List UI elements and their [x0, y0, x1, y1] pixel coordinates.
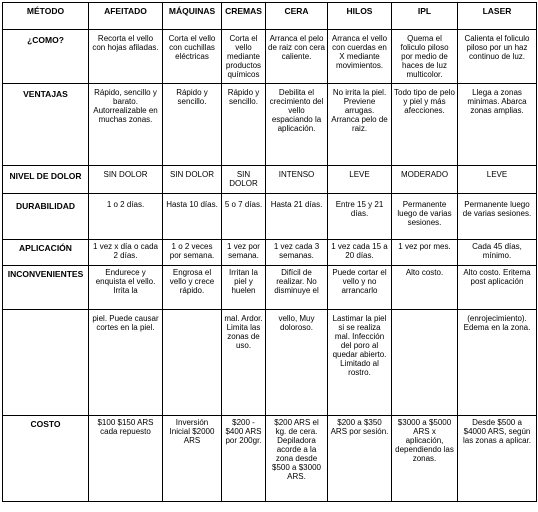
table-cell: (enrojecimiento). Edema en la zona. — [458, 310, 537, 416]
table-cell: Llega a zonas minimas. Abarca zonas amplias. — [458, 84, 537, 166]
table-cell: Engrosa el vello y crece rápido. — [163, 266, 222, 310]
table-cell: Alto costo. Eritema post aplicación — [458, 266, 537, 310]
column-header: AFEITADO — [89, 3, 163, 30]
table-cell: LEVE — [328, 166, 392, 194]
table-cell: 1 vez por semana. — [222, 240, 266, 266]
table-cell: 1 vez cada 3 semanas. — [266, 240, 328, 266]
table-cell: Arranca el vello con cuerdas en X mediante movimientos. — [328, 30, 392, 84]
column-header: LASER — [458, 3, 537, 30]
table-row — [3, 194, 537, 240]
table-cell: Recorta el vello con hojas afiladas. — [89, 30, 163, 84]
table-row — [3, 240, 537, 266]
table-cell: Debilita el crecimiento del vello espaciando la aplicación. — [266, 84, 328, 166]
table-cell: Todo tipo de pelo y piel y más afecciones. — [392, 84, 458, 166]
table-cell: SIN DOLOR — [89, 166, 163, 194]
table-cell: Corta el vello con cuchillas eléctricas — [163, 30, 222, 84]
table-cell: Calienta el foliculo piloso por un haz continuo de luz. — [458, 30, 537, 84]
table-row — [3, 30, 537, 84]
row-label: VENTAJAS — [3, 84, 89, 166]
table-cell: piel. Puede causar cortes en la piel. — [89, 310, 163, 416]
table-cell: 1 vez cada 15 a 20 días. — [328, 240, 392, 266]
table-cell: MODERADO — [392, 166, 458, 194]
row-label: COSTO — [3, 416, 89, 502]
row-label: NIVEL DE DOLOR — [3, 166, 89, 194]
table-cell: Rápido, sencillo y barato. Autorrealizable en muchas zonas. — [89, 84, 163, 166]
table-cell: No irrita la piel. Previene arrugas. Arranca pelo de raiz. — [328, 84, 392, 166]
row-label: INCONVENIENTES — [3, 266, 89, 310]
table-cell: 1 o 2 días. — [89, 194, 163, 240]
table-cell: $200 - $400 ARS por 200gr. — [222, 416, 266, 502]
table-cell: Alto costo. — [392, 266, 458, 310]
table-row — [3, 416, 537, 502]
table-cell: Arranca el pelo de raiz con cera caliente. — [266, 30, 328, 84]
row-label — [3, 310, 89, 416]
table-cell: Puede cortar el vello y no arrancarlo — [328, 266, 392, 310]
table-cell: 1 o 2 veces por semana. — [163, 240, 222, 266]
table-cell: Hasta 10 días. — [163, 194, 222, 240]
table-row — [3, 166, 537, 194]
table-cell: Inversión Inicial $2000 ARS — [163, 416, 222, 502]
table-cell: Quema el foliculo piloso por medio de haces de luz multicolor. — [392, 30, 458, 84]
table-row — [3, 266, 537, 310]
table-cell: Irritan la piel y huelen — [222, 266, 266, 310]
table-cell: $200 ARS el kg. de cera. Depiladora acorde a la zona desde $500 a $3000 ARS. — [266, 416, 328, 502]
table-cell: Corta el vello mediante productos químicos — [222, 30, 266, 84]
hair-removal-comparison-table — [2, 2, 537, 502]
table-cell: vello, Muy doloroso. — [266, 310, 328, 416]
column-header: IPL — [392, 3, 458, 30]
table-cell: Endurece y enquista el vello. Irrita la — [89, 266, 163, 310]
table-row — [3, 84, 537, 166]
table-cell: Hasta 21 días. — [266, 194, 328, 240]
row-label: ¿COMO? — [3, 30, 89, 84]
column-header: CREMAS — [222, 3, 266, 30]
table-cell: Entre 15 y 21 días. — [328, 194, 392, 240]
row-label: APLICACIÓN — [3, 240, 89, 266]
table-row — [3, 310, 537, 416]
table-cell: SIN DOLOR — [222, 166, 266, 194]
table-cell: Lastimar la piel si se realiza mal. Infección del poro al quedar abierto. Limitado al rostro. — [328, 310, 392, 416]
column-header: MÁQUINAS — [163, 3, 222, 30]
table-cell: Permanente luego de varias sesiones. — [392, 194, 458, 240]
column-header: CERA — [266, 3, 328, 30]
table-cell: $3000 a $5000 ARS x aplicación, dependiendo las zonas. — [392, 416, 458, 502]
column-header: HILOS — [328, 3, 392, 30]
table-cell: 1 vez por mes. — [392, 240, 458, 266]
table-cell: mal. Ardor. Limita las zonas de uso. — [222, 310, 266, 416]
row-label: DURABILIDAD — [3, 194, 89, 240]
table-cell: 5 o 7 días. — [222, 194, 266, 240]
table-cell: Rápido y sencillo. — [222, 84, 266, 166]
table-cell: Desde $500 a $4000 ARS, según las zonas a aplicar. — [458, 416, 537, 502]
table-cell: $100 $150 ARS cada repuesto — [89, 416, 163, 502]
table-cell: Cada 45 días, mínimo. — [458, 240, 537, 266]
table-cell: LEVE — [458, 166, 537, 194]
table-cell — [392, 310, 458, 416]
table-cell: INTENSO — [266, 166, 328, 194]
table-cell: Difícil de realizar. No disminuye el — [266, 266, 328, 310]
table-cell: Rápido y sencillo. — [163, 84, 222, 166]
column-header: MÉTODO — [3, 3, 89, 30]
table-cell: $200 a $350 ARS por sesión. — [328, 416, 392, 502]
table-cell: 1 vez x día o cada 2 días. — [89, 240, 163, 266]
table-cell: SIN DOLOR — [163, 166, 222, 194]
header-row — [3, 3, 537, 30]
table-cell — [163, 310, 222, 416]
table-cell: Permanente luego de varias sesiones. — [458, 194, 537, 240]
